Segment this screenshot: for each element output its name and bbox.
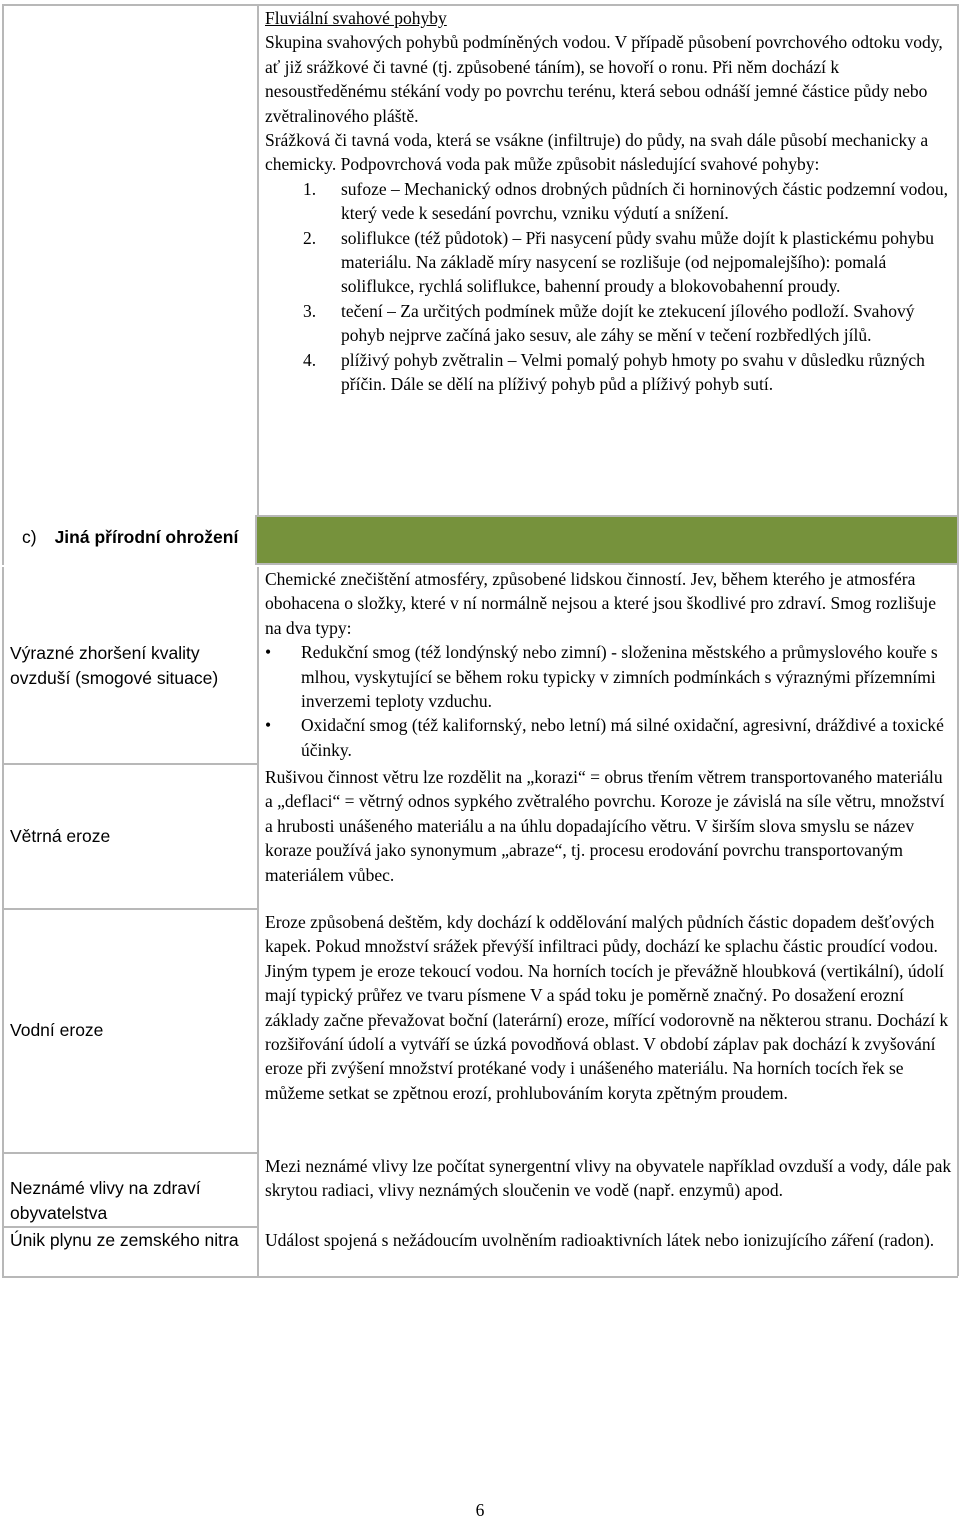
list-item	[265, 299, 952, 348]
paragraph: Mezi neznámé vlivy lze počítat synergentní vlivy na obyvatele například ovzduší a vody, dále pak skrytou radiaci, vlivy neznámých sloučenin ve vodě (např. enzymů) apod.	[265, 1156, 952, 1201]
numbered-list	[265, 177, 952, 397]
row-content-cell	[259, 567, 958, 763]
bullet-text: Oxidační smog (též kalifornský, nebo letní) má silné oxidační, agresivní, dráždivé a toxické účinky.	[301, 715, 944, 760]
row-content-cell	[259, 910, 958, 1152]
bullet-item	[265, 713, 952, 762]
paragraph: Eroze způsobená deštěm, kdy dochází k oddělování malých půdních částic dopadem dešťových kapek. Pokud množství srážek převýší infiltraci půdy, dochází ke splachu částic proudící vodou. Jiným typem je eroze tekoucí vodou. Na horních tocích je převážně hloubková (vertikální), údolí mají typický průřez ve tvaru písmene V a spád toku je poměrně značný. Po dosažení erozní základy začne převažovat boční (laterární) eroze, mířící vodorovně na některou stranu. Dochází k rozšiřování údolí a vytváří se úzká povodňová oblast. V období záplav pak dochází k zvyšování eroze při zvýšení množství protékané vody i unášeného materiálu. Na horních tocích řek se můžeme setkat se zpětnou erozí, prohlubováním koryta zpětným proudem.	[265, 912, 949, 1103]
paragraph: Srážková či tavná voda, která se vsákne (infiltruje) do půdy, na svah dále působí mechanicky a chemicky. Podpovrchová voda pak může způsobit následující svahové pohyby:	[265, 130, 929, 175]
row-content-cell	[259, 1228, 958, 1276]
list-number: 3.	[303, 300, 317, 321]
row-label-cell	[2, 910, 259, 1152]
section-heading: Fluviální svahové pohyby	[265, 8, 447, 28]
list-number: 2.	[303, 227, 317, 248]
list-item-text: sufoze – Mechanický odnos drobných půdních či horninových částic podzemní vodou, který vede k sesedání povrchu, vzniku výdutí a snížení.	[341, 178, 949, 224]
list-number: 1.	[303, 178, 317, 199]
row-label-cell	[2, 1154, 259, 1226]
row-label: Výrazné zhoršení kvality ovzduší (smogové situace)	[10, 643, 219, 688]
category-label	[2, 515, 257, 565]
paragraph: Událost spojená s nežádoucím uvolněním radioaktivních látek nebo ionizujícího záření (radon).	[265, 1230, 935, 1250]
table-row-fluvial	[2, 6, 958, 515]
list-item-text: soliflukce (též půdotok) – Při nasycení půdy svahu může dojít k plastickému pohybu materiálu. Na základě míry nasycení se rozlišuje (od nejpomalejšího): pomalá soliflukce, rychlá soliflukce, bahenní proudy a blokovobahenní proudy.	[341, 227, 934, 297]
row-label-cell	[2, 567, 259, 763]
row-content-cell	[259, 765, 958, 908]
row-label-cell	[2, 6, 259, 515]
list-item	[265, 177, 952, 226]
category-letter: c)	[22, 527, 37, 547]
row-label: Vodní eroze	[10, 1020, 104, 1040]
page-number: 6	[475, 1500, 485, 1520]
list-number: 4.	[303, 349, 317, 370]
category-title: Jiná přírodní ohrožení	[54, 527, 239, 547]
table-row-radon	[2, 1228, 958, 1276]
row-label-cell	[2, 1228, 259, 1276]
table-border-right	[957, 4, 959, 1276]
list-item-text: tečení – Za určitých podmínek může dojít ke ztekucení jílového podloží. Svahový pohyb nejprve začíná jako sesuv, ale záhy se mění v tečení rozbředlých jílů.	[341, 300, 915, 346]
row-content-cell	[259, 1154, 958, 1226]
bullet-dot: •	[265, 642, 272, 663]
paragraph: Rušivou činnost větru lze rozdělit na „korazi“ = obrus třením větrem transportovaného materiálu a „deflaci“ = větrný odnos sypkého zvětralého povrchu. Koroze je závislá na síle větru, množství a hrubosti unášeného materiálu a na úhlu dopadajícího větru. V širším slova smyslu se název koraze používá jako synonymum „abraze“, tj. procesu erodování povrchu transportovaným materiálem vůbec.	[265, 767, 945, 885]
table-border-bottom	[2, 1276, 958, 1278]
list-item-text: plíživý pohyb zvětralin – Velmi pomalý pohyb hmoty po svahu v důsledku různých příčin. Dále se dělí na plíživý pohyb půd a plíživý pohyb sutí.	[341, 349, 925, 395]
table-row-health	[2, 1154, 958, 1226]
row-label: Únik plynu ze zemského nitra	[10, 1230, 239, 1250]
row-content-cell	[259, 6, 958, 515]
bullet-text: Redukční smog (též londýnský nebo zimní) - složenina městského a průmyslového kouře s mlhou, vyskytující se během roku typicky v zimních podmínkách s výraznými přízemními inverzemi teploty vzduchu.	[301, 642, 938, 712]
table-row-water	[2, 910, 958, 1152]
paragraph: Skupina svahových pohybů podmíněných vodou. V případě působení povrchového odtoku vody, ať již srážkové či tavné (tj. způsobené táním), se hovoří o ronu. Při něm dochází k nesoustředěnému stékání vody po povrchu terénu, která sebou odnáší jemné částice půdy nebo zvětralinového pláště.	[265, 32, 943, 126]
table-row-wind	[2, 765, 958, 908]
bullet-item	[265, 640, 952, 713]
table-row-smog	[2, 567, 958, 763]
row-label: Neznámé vlivy na zdraví obyvatelstva	[10, 1178, 201, 1223]
bullet-dot: •	[265, 715, 272, 736]
paragraph: Chemické znečištění atmosféry, způsobené lidskou činností. Jev, během kterého je atmosféra obohacena o složky, které v ní normálně nejsou a které jsou škodlivé pro zdraví. Smog rozlišuje na dva typy:	[265, 569, 936, 638]
row-label-cell	[2, 765, 259, 908]
list-item	[265, 348, 952, 397]
row-label: Větrná eroze	[10, 826, 111, 846]
list-item	[265, 226, 952, 299]
